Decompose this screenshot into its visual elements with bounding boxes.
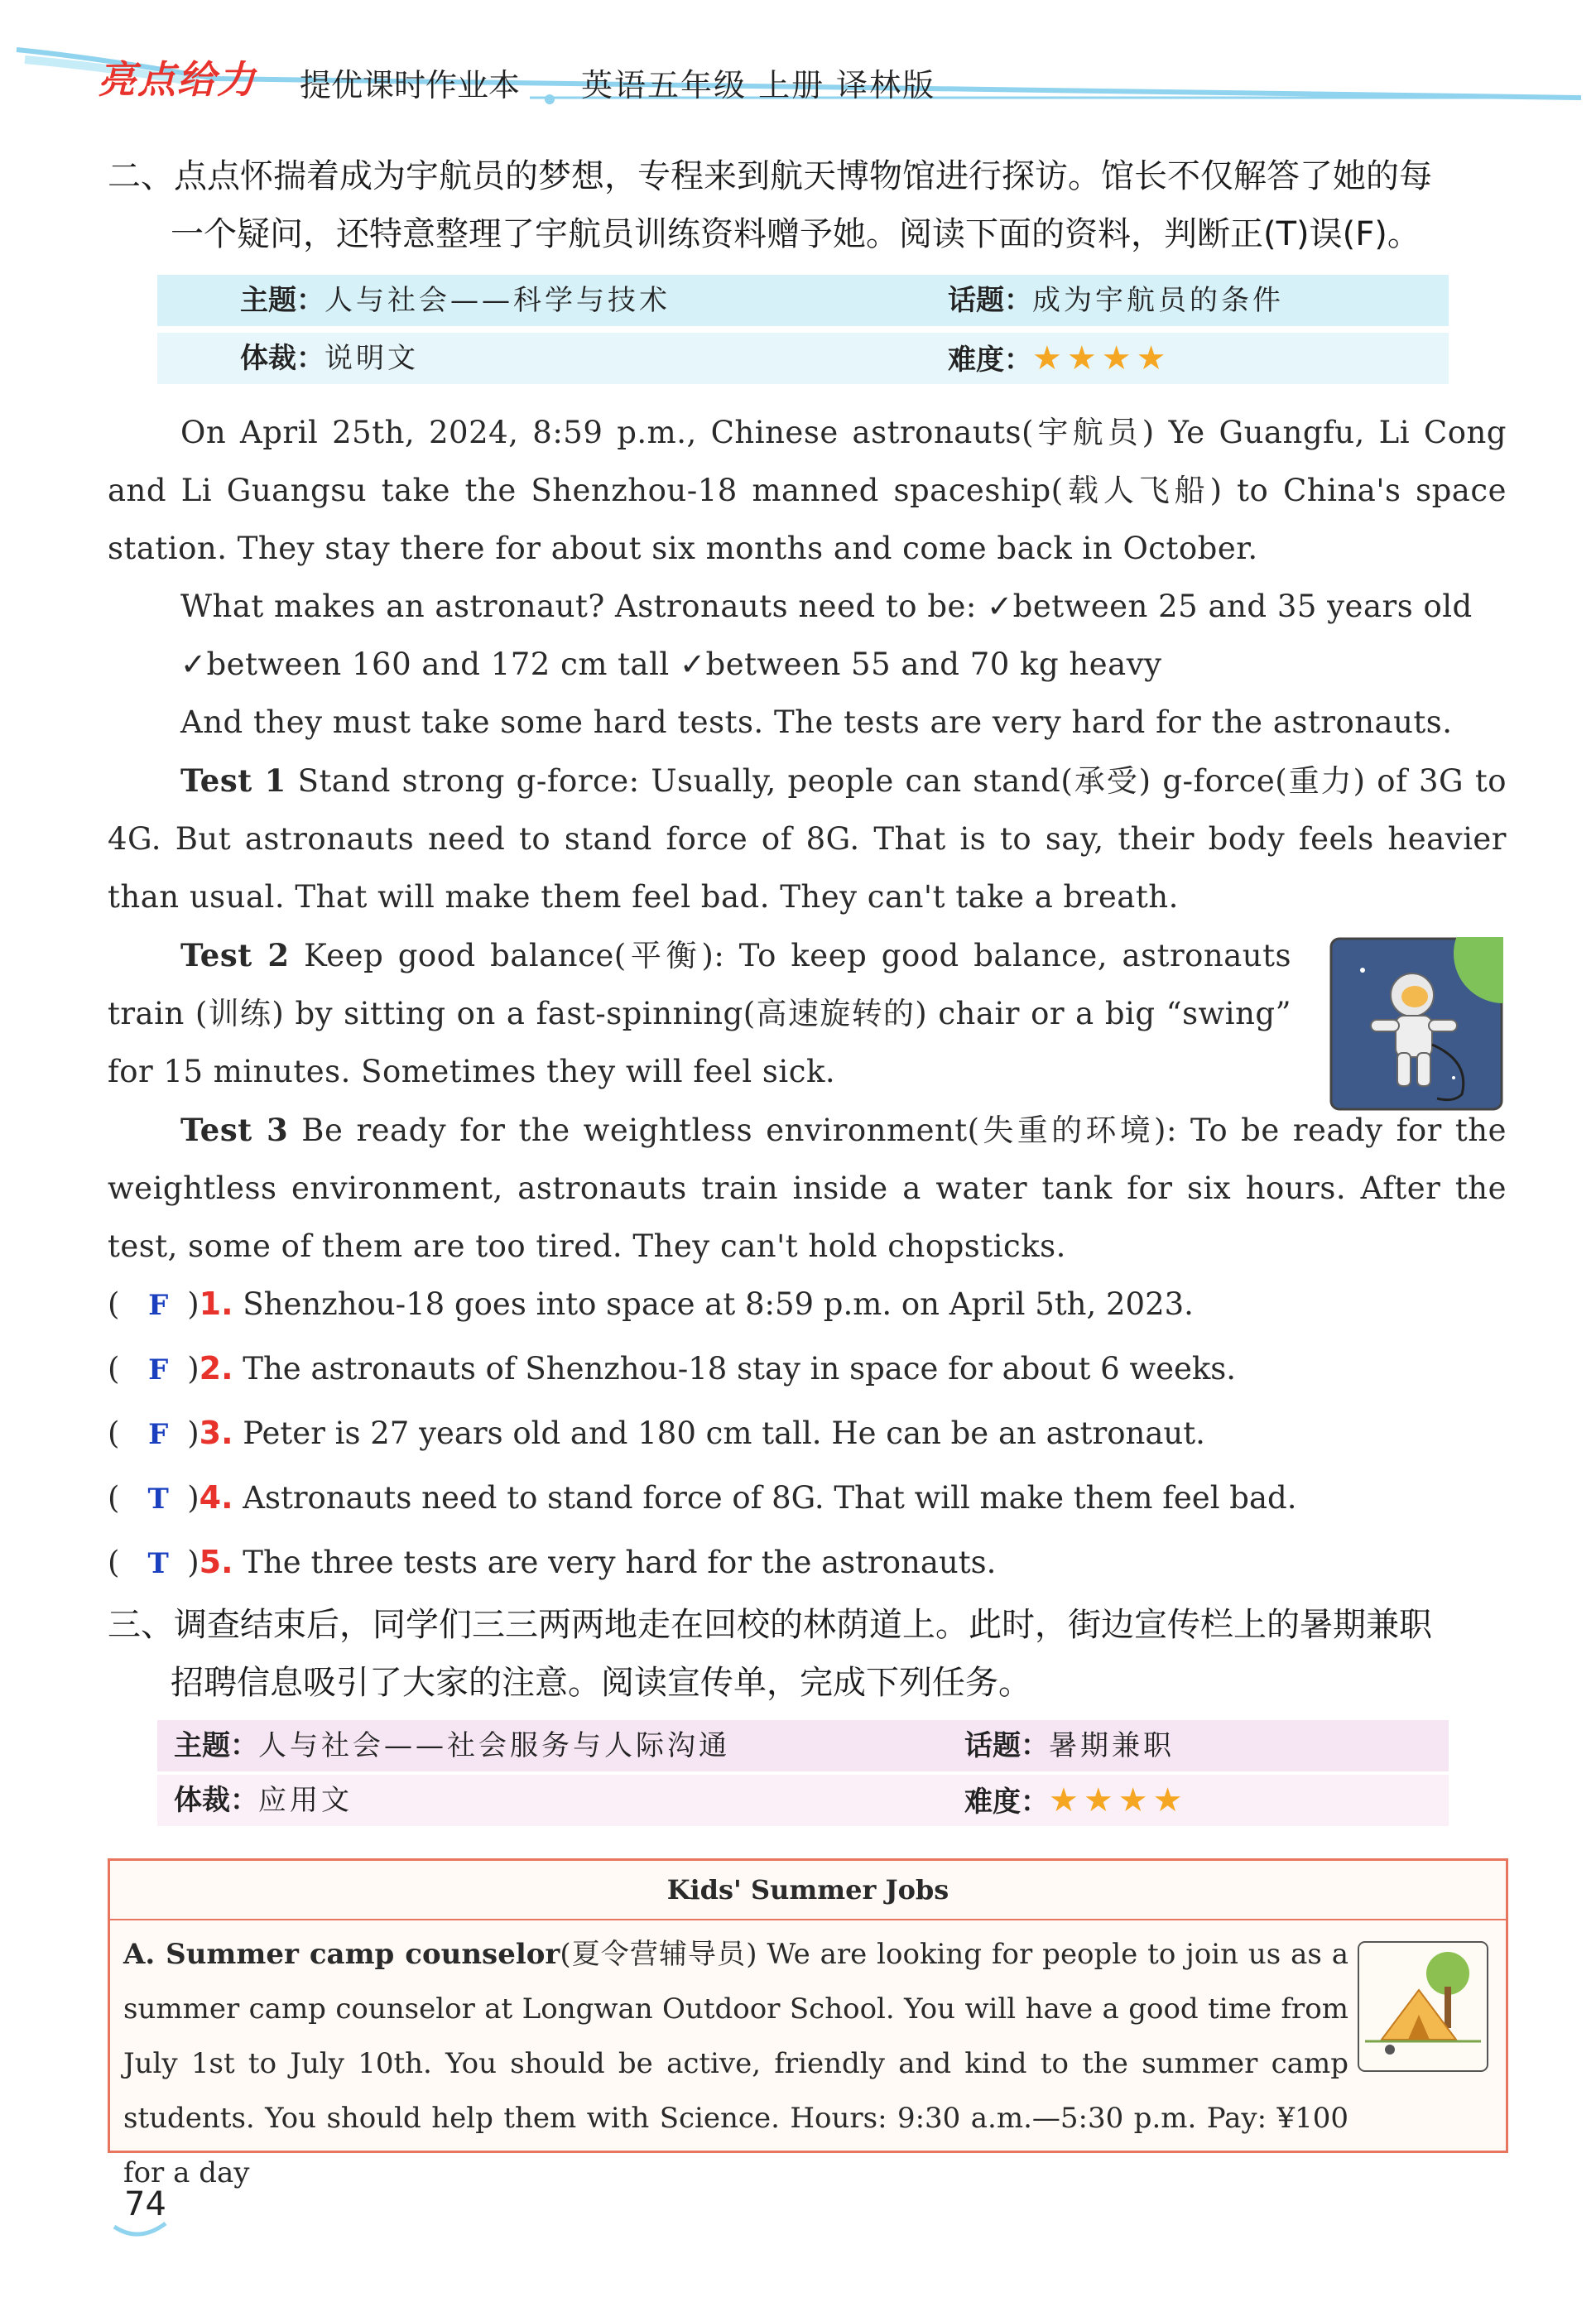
section3-info-box <box>157 1720 1449 1838</box>
section2-info-box <box>157 275 1449 392</box>
camping-tent-illustration <box>1357 1940 1489 2073</box>
info-row <box>157 333 1449 384</box>
answer-blank[interactable]: F <box>148 1353 169 1387</box>
reading-passage <box>108 404 1507 1276</box>
section3-heading <box>108 1596 1515 1712</box>
section2-heading <box>108 147 1515 263</box>
section2-heading-line2: 一个疑问，还特意整理了宇航员训练资料赠予她。阅读下面的资料，判断正(T)误(F)。 <box>171 215 1421 253</box>
passage-paragraph: On April 25th, 2024, 8:59 p.m., Chinese astronauts(宇航员) Ye Guangfu, Li Cong and Li Guangsu take the Shenzhou-18 manned spaceship(载人飞船) to China's space station. They stay there for about six months and come back in October. <box>108 415 1507 566</box>
answer-blank[interactable]: F <box>148 1289 169 1322</box>
topic: 话题：暑期兼职 <box>964 1729 1175 1762</box>
question-item: ( T )4. Astronauts need to stand force of 8G. That will make them feel bad. <box>108 1468 1515 1528</box>
true-false-questions <box>108 1275 1515 1593</box>
question-item: ( F )1. Shenzhou-18 goes into space at 8:59 p.m. on April 5th, 2023. <box>108 1275 1515 1334</box>
flyer-title: Kids' Summer Jobs <box>110 1861 1506 1920</box>
test1-paragraph: Test 1 Stand strong g-force: Usually, people can stand(承受) g-force(重力) of 3G to 4G. But astronauts need to stand force of 8G. That is to say, their body feels heavier than usual. That will make them feel bad. They can't take a breath. <box>108 762 1507 915</box>
genre: 体裁：说明文 <box>240 342 419 375</box>
section3-heading-line1: 三、调查结束后，同学们三三两两地走在回校的林荫道上。此时，街边宣传栏上的暑期兼职 <box>108 1606 1432 1644</box>
answer-blank[interactable]: T <box>147 1483 169 1516</box>
test3-paragraph: Test 3 Be ready for the weightless environment(失重的环境): To be ready for the weightless environment, astronauts train inside a water tank for six hours. After the test, some of them are too tired. They can't hold chopsticks. <box>108 1112 1507 1264</box>
question-item: ( F )2. The astronauts of Shenzhou-18 stay in space for about 6 weeks. <box>108 1339 1515 1399</box>
answer-blank[interactable]: F <box>148 1418 169 1451</box>
difficulty: 难度：★★★★ <box>964 1781 1188 1819</box>
theme: 主题：人与社会——科学与技术 <box>240 284 671 317</box>
section2-heading-line1: 二、点点怀揣着成为宇航员的梦想，专程来到航天博物馆进行探访。馆长不仅解答了她的每 <box>108 157 1432 195</box>
job-a-description: A. Summer camp counselor(夏令营辅导员) We are looking for people to join us as a summer camp counselor at Longwan Outdoor School. You will have a good time from July 1st to July 10th. You should be active, friendly and kind to the summer camp students. You should help them with Science. Hours: 9:30 a.m.—5:30 p.m. Pay: ¥100 for a day <box>123 1938 1349 2189</box>
astronaut-illustration <box>1329 937 1503 1111</box>
question-item: ( T )5. The three tests are very hard for the astronauts. <box>108 1533 1515 1593</box>
question-item: ( F )3. Peter is 27 years old and 180 cm tall. He can be an astronaut. <box>108 1404 1515 1464</box>
summer-jobs-flyer <box>108 1858 1508 2189</box>
answer-blank[interactable]: T <box>147 1547 169 1580</box>
theme: 主题：人与社会——社会服务与人际沟通 <box>174 1729 730 1762</box>
page-number: 74 <box>124 2185 166 2223</box>
info-row <box>157 1775 1449 1826</box>
section3-heading-line2: 招聘信息吸引了大家的注意。阅读宣传单，完成下列任务。 <box>171 1664 1031 1702</box>
difficulty-stars-icon: ★★★★ <box>1049 1781 1188 1819</box>
difficulty: 难度：★★★★ <box>948 339 1171 377</box>
page-header <box>0 0 1596 124</box>
passage-paragraph: And they must take some hard tests. The tests are very hard for the astronauts. <box>180 704 1453 740</box>
brand-logo-text: 亮点给力 <box>98 57 257 102</box>
topic: 话题：成为宇航员的条件 <box>948 284 1284 317</box>
genre: 体裁：应用文 <box>174 1784 353 1817</box>
test2-paragraph: Test 2 Keep good balance(平衡): To keep good balance, astronauts train (训练) by sitting on a fast-spinning(高速旋转的) chair or a big “swing” for 15 minutes. Sometimes they will feel sick. <box>108 937 1291 1089</box>
passage-paragraph: ✓between 160 and 172 cm tall ✓between 55 and 70 kg heavy <box>180 646 1162 682</box>
passage-paragraph: What makes an astronaut? Astronauts need to be: ✓between 25 and 35 years old <box>180 589 1473 624</box>
book-subtitle: 提优课时作业本 <box>300 67 521 103</box>
grade-info: 英语五年级 上册 译林版 <box>581 67 936 103</box>
difficulty-stars-icon: ★★★★ <box>1032 339 1171 377</box>
info-row <box>157 275 1449 326</box>
info-row <box>157 1720 1449 1771</box>
